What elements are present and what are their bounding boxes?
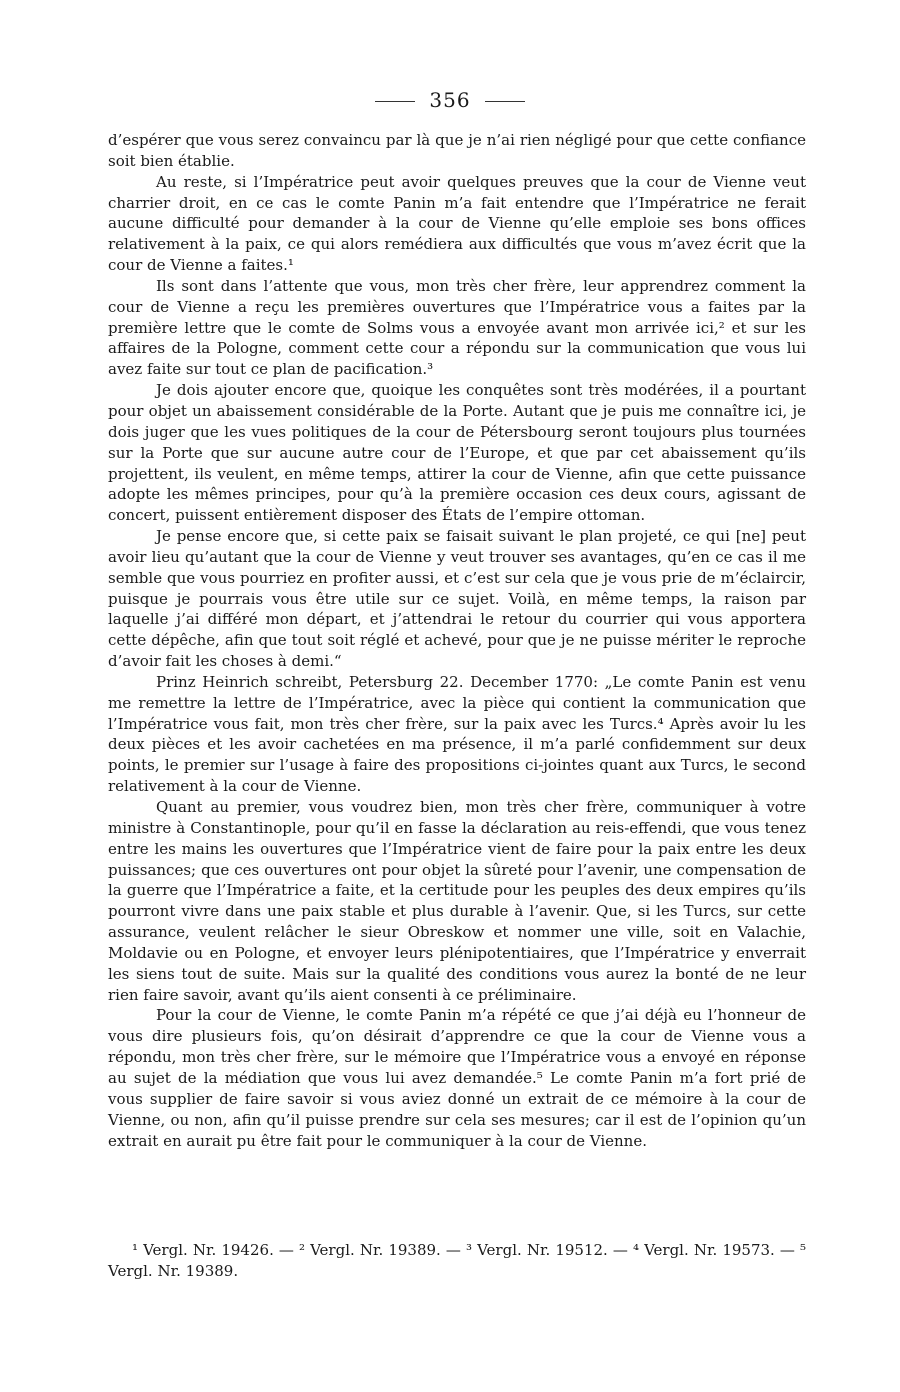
footnote-text: ¹ Vergl. Nr. 19426. — ² Vergl. Nr. 19389. — ³ Vergl. Nr. 19512. — ⁴ Vergl. Nr. 19573. — ⁵ Vergl. Nr. 19389. — [108, 1241, 806, 1280]
paragraph: d’espérer que vous serez convaincu par là que je n’ai rien négligé pour que cette confiance soit bien établie. — [108, 131, 806, 170]
page-number: 356 — [429, 88, 471, 112]
paragraph: Je pense encore que, si cette paix se faisait suivant le plan projeté, ce qui [ne] peut avoir lieu qu’autant que la cour de Vienne y veut trouver ses avantages, qu’en ce cas il me semble que vous pourriez en profiter aussi, et c’est sur cela que je vous prie de m’éclaircir, puisque je pourrais vous être utile sur ce sujet. Voilà, en même temps, la raison par laquelle j’ai différé mon départ, et j’attendrai le retour du courrier qui vous apportera cette dépêche, afin que tout soit réglé et achevé, pour que je ne puisse mériter le reproche d’avoir fait les choses à demi.“ — [108, 527, 806, 671]
header-rule-left — [375, 101, 415, 102]
paragraph: Prinz Heinrich schreibt, Petersburg 22. December 1770: „Le comte Panin est venu me remettre la lettre de l’Impératrice, avec la pièce qui contient la communication que l’Impératrice vous fait, mon très cher frère, sur la paix avec les Turcs.⁴ Après avoir lu les deux pièces et les avoir cachetées en ma présence, il m’a parlé confidemment sur deux points, le premier sur l’usage à faire des propositions ci-jointes quant aux Turcs, le second relativement à la cour de Vienne. — [108, 672, 806, 796]
header-rule-right — [485, 101, 525, 102]
paragraph: Pour la cour de Vienne, le comte Panin m’a répété ce que j’ai déjà eu l’honneur de vous dire plusieurs fois, qu’on désirait d’apprendre ce que la cour de Vienne vous a répondu, mon très cher frère, sur le mémoire que l’Impératrice vous a envoyé en réponse au sujet de la médiation que vous lui avez demandée.⁵ Le comte Panin m’a fort prié de vous supplier de faire savoir si vous aviez donné un extrait de ce mémoire à la cour de Vienne, ou non, afin qu’il puisse prendre sur cela ses mesures; car il est de l’opinion qu’un extrait en aurait pu être fait pour le communiquer à la cour de Vienne. — [108, 1006, 806, 1150]
paragraph: Quant au premier, vous voudrez bien, mon très cher frère, communiquer à votre ministre à Constantinople, pour qu’il en fasse la déclaration au reis-effendi, que vous tenez entre les mains les ouvertures que l’Impératrice vient de faire pour la paix entre les deux puissances; que ces ouvertures ont pour objet la sûreté pour l’avenir, une compensation de la guerre que l’Impératrice a faite, et la certitude pour les peuples des deux empires qu’ils pourront vivre dans une paix stable et plus durable à l’avenir. Que, si les Turcs, sur cette assurance, veulent relâcher le sieur Obreskow et nommer une ville, soit en Valachie, Moldavie ou en Pologne, et envoyer leurs plénipotentiaires, que l’Impératrice y enverrait les siens tout de suite. Mais sur la qualité des conditions vous aurez la bonté de ne leur rien faire savoir, avant qu’ils aient consenti à ce préliminaire. — [108, 798, 806, 1004]
page-header — [0, 88, 900, 112]
paragraph: Ils sont dans l’attente que vous, mon très cher frère, leur apprendrez comment la cour de Vienne a reçu les premières ouvertures que l’Impératrice vous a faites par la première lettre que le comte de Solms vous a envoyée avant mon arrivée ici,² et sur les affaires de la Pologne, comment cette cour a répondu sur la communication que vous lui avez faite sur tout ce plan de pacification.³ — [108, 276, 806, 379]
paragraph: Au reste, si l’Impératrice peut avoir quelques preuves que la cour de Vienne veut charrier droit, en ce cas le comte Panin m’a fait entendre que l’Impératrice ne ferait aucune difficulté pour demander à la cour de Vienne qu’elle emploie ses bons offices relativement à la paix, ce qui alors remédiera aux difficultés que vous m’avez écrit que la cour de Vienne a faites.¹ — [108, 172, 806, 275]
paragraph: Je dois ajouter encore que, quoique les conquêtes sont très modérées, il a pourtant pour objet un abaissement considérable de la Porte. Autant que je puis me connaître ici, je dois juger que les vues politiques de la cour de Pétersbourg seront toujours plus tournées sur la Porte que sur aucune autre cour de l’Europe, et que par cet abaissement qu’ils projettent, ils veulent, en même temps, attirer la cour de Vienne, afin que cette puissance adopte les mêmes principes, pour qu’à la première occasion ces deux cours, agissant de concert, puissent entièrement disposer des États de l’empire ottoman. — [108, 381, 806, 525]
body-text — [108, 130, 806, 1151]
footnotes — [108, 1240, 806, 1282]
